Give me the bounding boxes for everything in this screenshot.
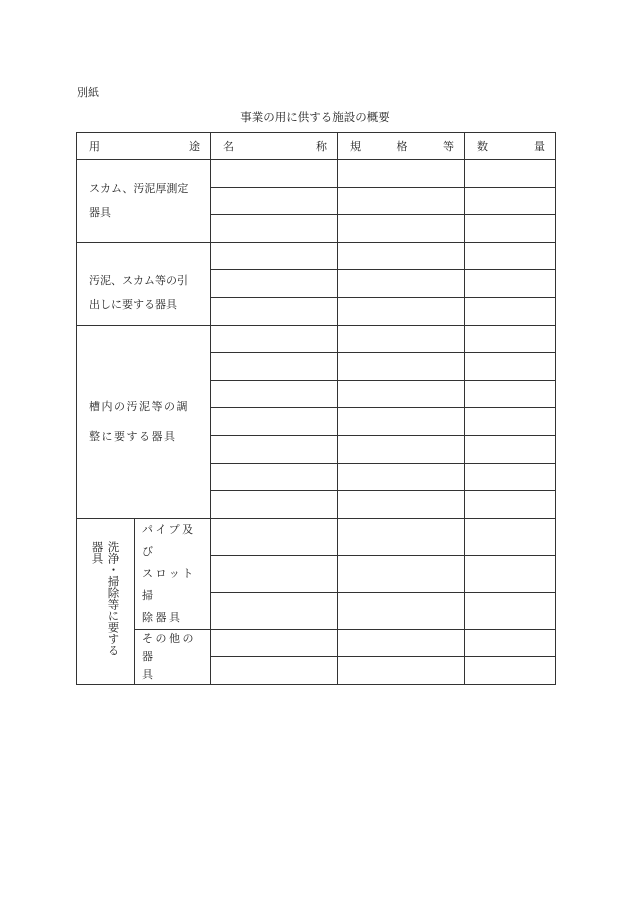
- vertical-purpose-label: 洗浄・掃除等に要する器具: [90, 541, 121, 657]
- quantity-cell[interactable]: [465, 491, 556, 519]
- purpose-cell-group-2: [77, 242, 211, 325]
- spec-cell[interactable]: [338, 353, 465, 381]
- quantity-cell[interactable]: [465, 187, 556, 215]
- purpose-cell-group-4: [77, 518, 135, 684]
- spec-cell[interactable]: [338, 657, 465, 685]
- header-spec-char: 等: [443, 140, 454, 153]
- table-row: [77, 160, 556, 188]
- quantity-cell[interactable]: [465, 555, 556, 592]
- name-cell[interactable]: [211, 160, 338, 188]
- subgroup-cell-pipe-slot: [135, 518, 211, 629]
- header-spec-char: 格: [396, 140, 408, 153]
- quantity-cell[interactable]: [465, 518, 556, 555]
- purpose-cell-group-3: [77, 325, 211, 518]
- quantity-cell[interactable]: [465, 657, 556, 685]
- name-cell[interactable]: [211, 353, 338, 381]
- spec-cell[interactable]: [338, 629, 465, 657]
- name-cell[interactable]: [211, 555, 338, 592]
- table-row: [77, 629, 556, 657]
- quantity-cell[interactable]: [465, 380, 556, 408]
- quantity-cell[interactable]: [465, 242, 556, 270]
- spec-cell[interactable]: [338, 270, 465, 298]
- header-purpose-char: 用: [89, 140, 100, 153]
- spec-cell[interactable]: [338, 242, 465, 270]
- spec-cell[interactable]: [338, 435, 465, 463]
- spec-cell[interactable]: [338, 491, 465, 519]
- subgroup-label-line: 具: [142, 667, 156, 681]
- spec-cell[interactable]: [338, 518, 465, 555]
- quantity-cell[interactable]: [465, 325, 556, 353]
- name-cell[interactable]: [211, 629, 338, 657]
- spec-cell[interactable]: [338, 160, 465, 188]
- quantity-cell[interactable]: [465, 592, 556, 629]
- header-quantity-char: 数: [477, 140, 488, 153]
- quantity-cell[interactable]: [465, 160, 556, 188]
- header-purpose: [77, 133, 211, 160]
- name-cell[interactable]: [211, 592, 338, 629]
- subgroup-label-line: 除器具: [142, 610, 183, 624]
- table-header-row: [77, 133, 556, 160]
- subgroup-label-line: その他の器: [142, 631, 196, 663]
- header-quantity-char: 量: [534, 140, 545, 153]
- quantity-cell[interactable]: [465, 435, 556, 463]
- name-cell[interactable]: [211, 325, 338, 353]
- spec-cell[interactable]: [338, 297, 465, 325]
- table-row: [77, 325, 556, 353]
- header-quantity: [465, 133, 556, 160]
- annex-label: 別紙: [77, 86, 99, 99]
- spec-cell[interactable]: [338, 408, 465, 436]
- spec-cell[interactable]: [338, 325, 465, 353]
- quantity-cell[interactable]: [465, 629, 556, 657]
- name-cell[interactable]: [211, 242, 338, 270]
- purpose-label-line: スカム、汚泥厚測定: [89, 181, 189, 195]
- name-cell[interactable]: [211, 518, 338, 555]
- subgroup-label-line: パイプ及び: [142, 522, 196, 558]
- name-cell[interactable]: [211, 270, 338, 298]
- purpose-cell-group-1: [77, 160, 211, 243]
- header-purpose-char: 途: [189, 140, 200, 153]
- name-cell[interactable]: [211, 215, 338, 243]
- purpose-label-line: 出しに要する器具: [89, 297, 177, 311]
- table-row: [77, 242, 556, 270]
- facility-overview-table: [76, 132, 556, 685]
- subgroup-cell-other: [135, 629, 211, 684]
- quantity-cell[interactable]: [465, 297, 556, 325]
- name-cell[interactable]: [211, 491, 338, 519]
- spec-cell[interactable]: [338, 187, 465, 215]
- header-name: [211, 133, 338, 160]
- purpose-label-line: 整に要する器具: [89, 429, 177, 443]
- purpose-label-line: 器具: [89, 205, 111, 219]
- purpose-label-line: 汚泥、スカム等の引: [89, 273, 188, 287]
- header-name-char: 称: [316, 140, 327, 153]
- document-title: 事業の用に供する施設の概要: [240, 110, 390, 124]
- quantity-cell[interactable]: [465, 270, 556, 298]
- spec-cell[interactable]: [338, 215, 465, 243]
- name-cell[interactable]: [211, 380, 338, 408]
- header-name-char: 名: [223, 140, 234, 153]
- spec-cell[interactable]: [338, 592, 465, 629]
- name-cell[interactable]: [211, 297, 338, 325]
- spec-cell[interactable]: [338, 463, 465, 491]
- header-spec-char: 規: [350, 140, 361, 153]
- quantity-cell[interactable]: [465, 463, 556, 491]
- name-cell[interactable]: [211, 187, 338, 215]
- header-spec: [338, 133, 465, 160]
- subgroup-label-line: スロット掃: [142, 566, 196, 602]
- name-cell[interactable]: [211, 657, 338, 685]
- quantity-cell[interactable]: [465, 215, 556, 243]
- purpose-label-line: 槽内の汚泥等の調: [89, 399, 189, 413]
- quantity-cell[interactable]: [465, 408, 556, 436]
- spec-cell[interactable]: [338, 380, 465, 408]
- name-cell[interactable]: [211, 408, 338, 436]
- name-cell[interactable]: [211, 463, 338, 491]
- quantity-cell[interactable]: [465, 353, 556, 381]
- spec-cell[interactable]: [338, 555, 465, 592]
- name-cell[interactable]: [211, 435, 338, 463]
- table-row: [77, 518, 556, 555]
